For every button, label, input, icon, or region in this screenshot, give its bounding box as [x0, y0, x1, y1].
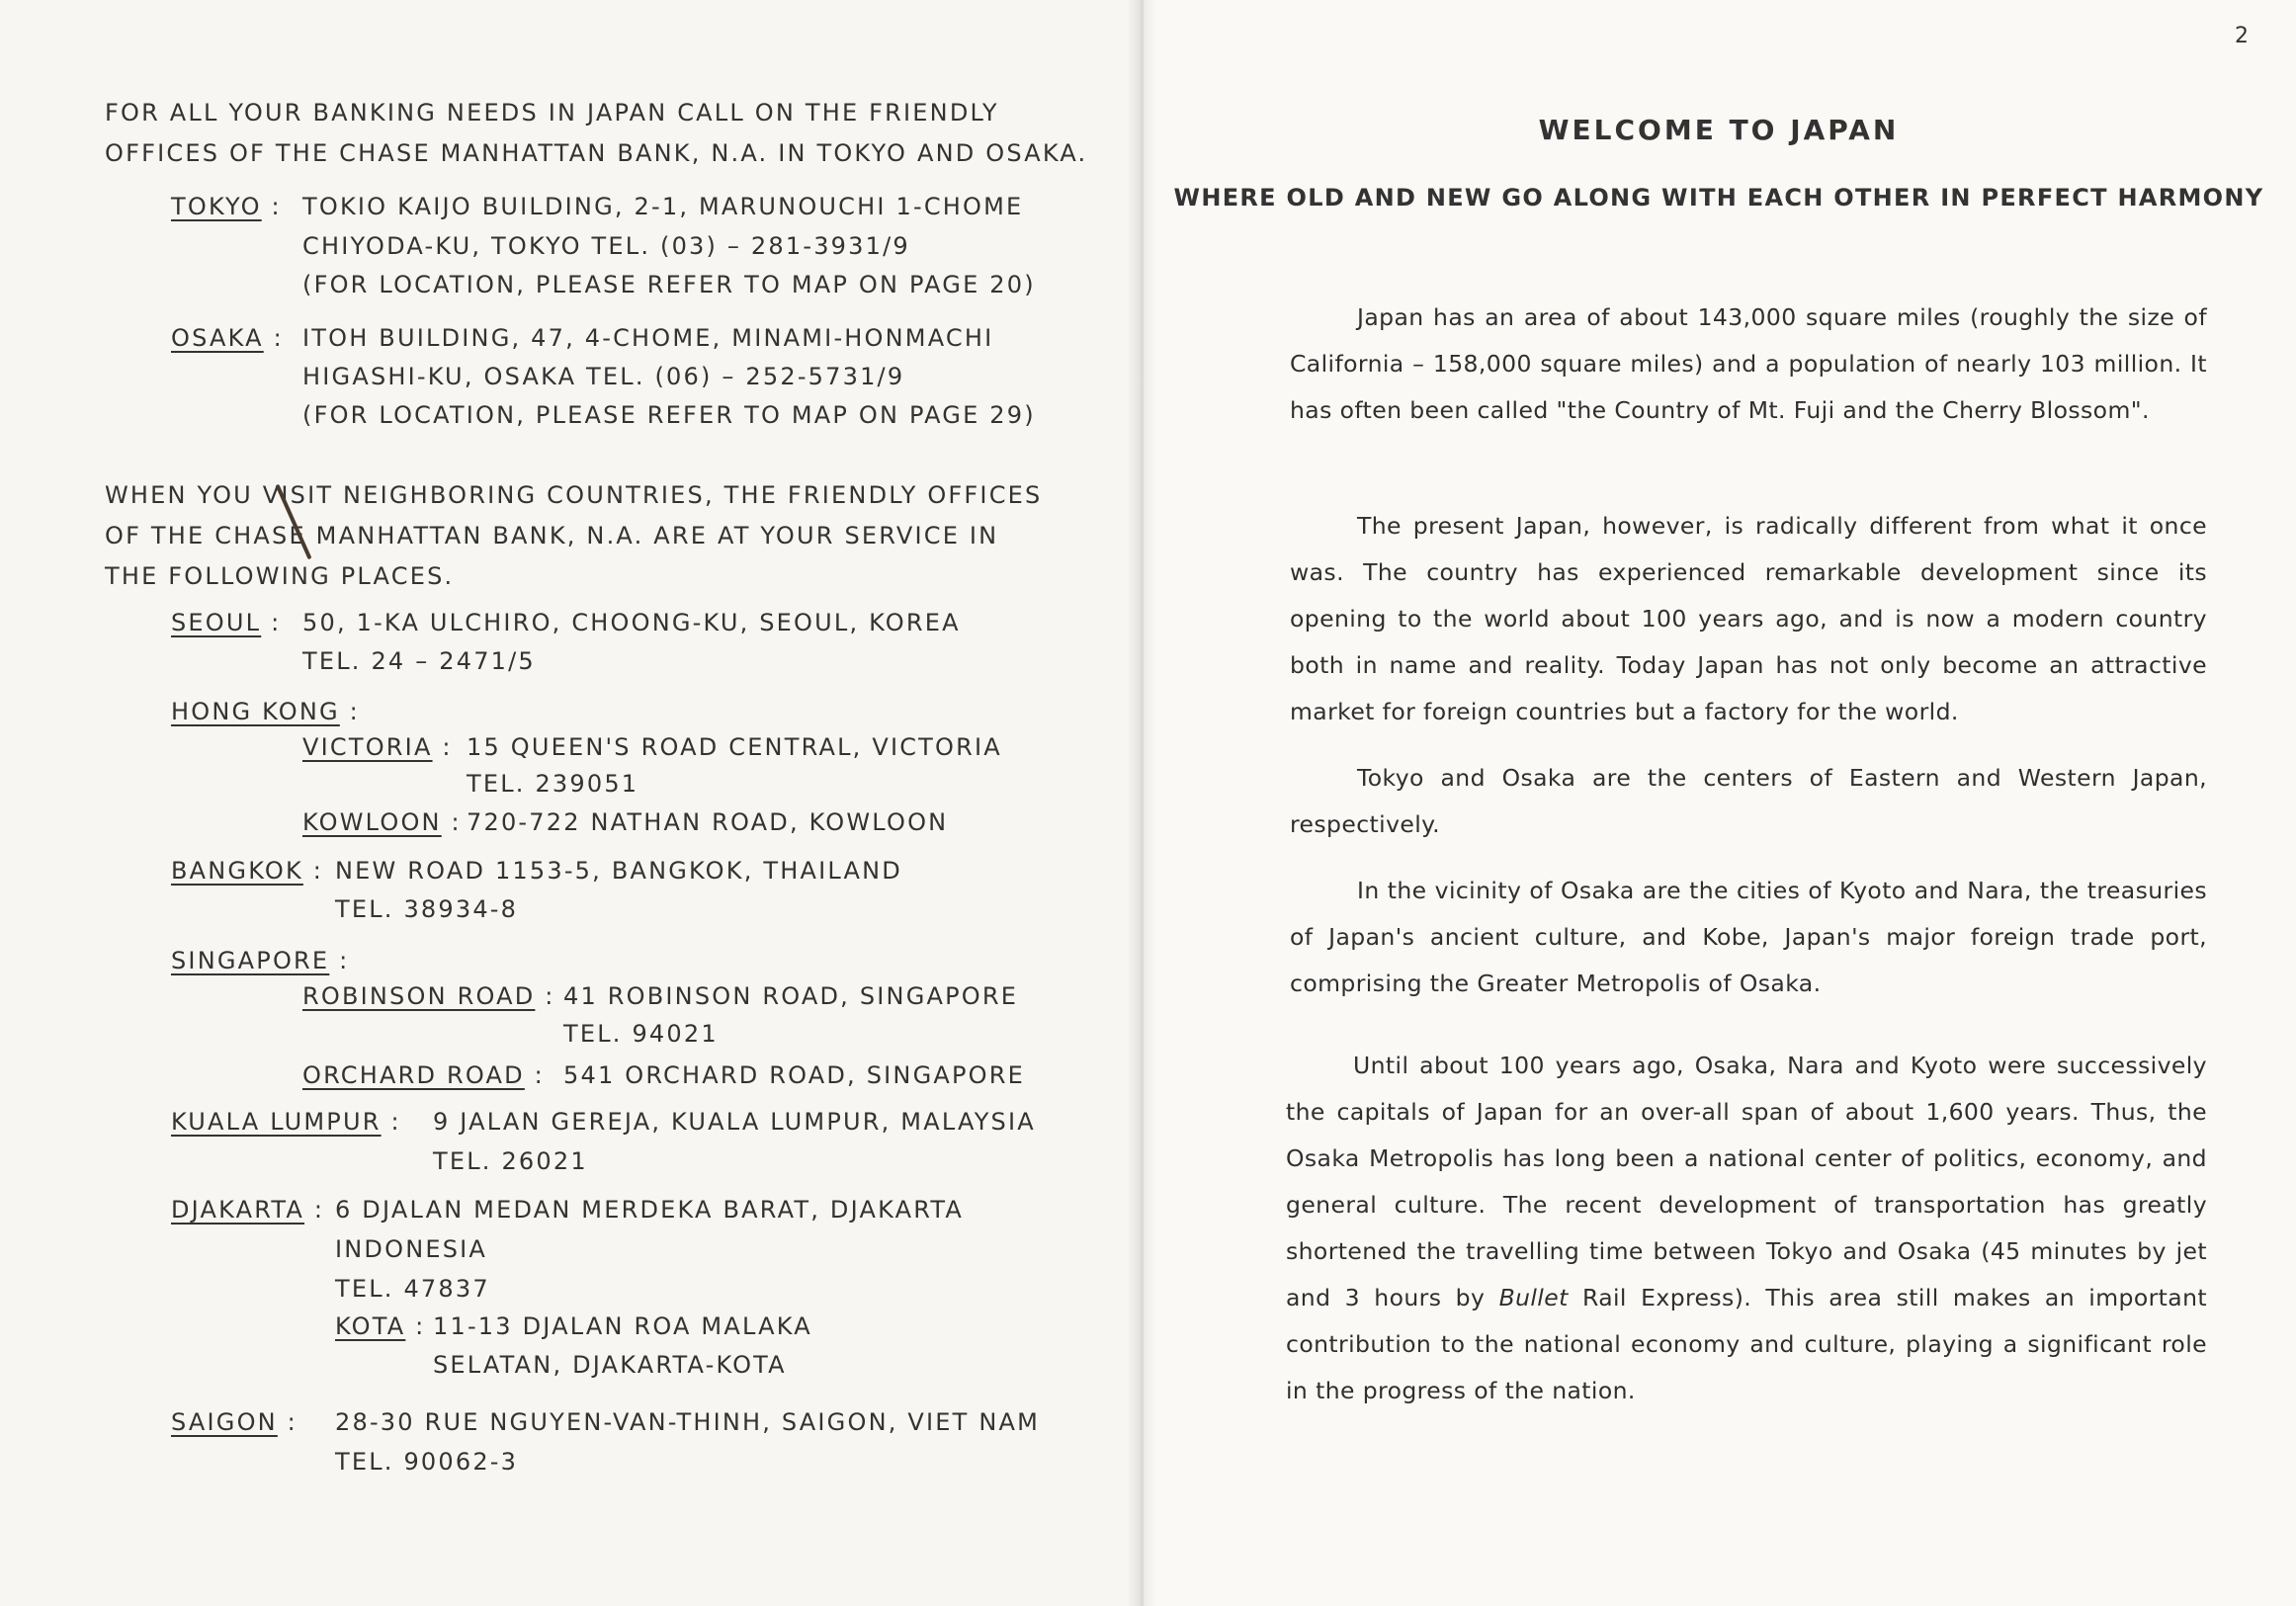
saigon-address: 28-30 RUE NGUYEN-VAN-THINH, SAIGON, VIET NAM [335, 1408, 1041, 1436]
bullet-italic: Bullet [1498, 1284, 1569, 1311]
kota-address-2: SELATAN, DJAKARTA-KOTA [433, 1351, 787, 1379]
seoul-label: SEOUL : [171, 609, 282, 636]
victoria-address: 15 QUEEN'S ROAD CENTRAL, VICTORIA [467, 733, 1002, 761]
left-page [0, 0, 1142, 1606]
djakarta-tel: TEL. 47837 [335, 1275, 490, 1303]
hongkong-label: HONG KONG : [171, 698, 360, 725]
kuala-label: KUALA LUMPUR : [171, 1108, 401, 1136]
kota-address-1: 11-13 DJALAN ROA MALAKA [433, 1312, 812, 1340]
saigon-tel: TEL. 90062-3 [335, 1448, 519, 1476]
kuala-address: 9 JALAN GEREJA, KUALA LUMPUR, MALAYSIA [433, 1108, 1036, 1136]
robinson-address: 41 ROBINSON ROAD, SINGAPORE [563, 982, 1019, 1010]
paragraph-3: Tokyo and Osaka are the centers of Eastern and Western Japan, respectively. [1290, 764, 2207, 838]
paragraph-4: In the vicinity of Osaka are the cities of Kyoto and Nara, the treasuries of Japan's ancient culture, and Kobe, Japan's major foreign trade port, comprising the Greater Metropolis of Osaka. [1290, 877, 2207, 997]
victoria-label: VICTORIA : [302, 733, 453, 761]
victoria-tel: TEL. 239051 [467, 770, 639, 798]
paragraph-2: The present Japan, however, is radically different from what it once was. The country has experienced remarkable development since its opening to the world about 100 years ago, and is now a modern country both in name and reality. Today Japan has not only become an attractive market for foreign countries but a factory for the world. [1290, 512, 2207, 725]
page-number: 2 [2235, 24, 2249, 48]
orchard-address: 541 ORCHARD ROAD, SINGAPORE [563, 1061, 1026, 1089]
tokyo-label: TOKYO : [171, 193, 282, 220]
osaka-address-2: HIGASHI-KU, OSAKA TEL. (06) – 252-5731/9 [302, 363, 905, 390]
robinson-tel: TEL. 94021 [563, 1020, 719, 1048]
orchard-label: ORCHARD ROAD : [302, 1061, 545, 1089]
bangkok-address: NEW ROAD 1153-5, BANGKOK, THAILAND [335, 857, 902, 885]
kota-label: KOTA : [335, 1312, 426, 1340]
tokyo-map-note: (FOR LOCATION, PLEASE REFER TO MAP ON PAGE 20) [302, 271, 1036, 298]
bangkok-tel: TEL. 38934-8 [335, 895, 519, 923]
page-subtitle: WHERE OLD AND NEW GO ALONG WITH EACH OTHER IN PERFECT HARMONY [1173, 184, 2264, 211]
djakarta-label: DJAKARTA : [171, 1196, 325, 1224]
neighbor-intro-1: WHEN YOU VISIT NEIGHBORING COUNTRIES, THE FRIENDLY OFFICES [105, 481, 1043, 509]
paragraph-5: Until about 100 years ago, Osaka, Nara and Kyoto were successively the capitals of Japan for an over-all span of about 1,600 years. Thus, the Osaka Metropolis has long been a national center of politics, economy, and general culture. The recent development of transportation has greatly shortened the travelling time between Tokyo and Osaka (45 minutes by jet and 3 hours by Bullet Rail Express). This area still makes an important contribution to the national economy and culture, playing a significant role in the progress of the nation. [1286, 1052, 2207, 1404]
djakarta-address: 6 DJALAN MEDAN MERDEKA BARAT, DJAKARTA [335, 1196, 964, 1224]
robinson-label: ROBINSON ROAD : [302, 982, 555, 1010]
neighbor-intro-2: OF THE CHASE MANHATTAN BANK, N.A. ARE AT YOUR SERVICE IN [105, 522, 999, 549]
paragraph-1: Japan has an area of about 143,000 square miles (roughly the size of California – 158,000 square miles) and a population of nearly 103 million. It has often been called "the Country of Mt. Fuji and the Cherry Blossom". [1290, 303, 2207, 424]
singapore-label: SINGAPORE : [171, 947, 350, 974]
djakarta-country: INDONESIA [335, 1235, 488, 1263]
osaka-address-1: ITOH BUILDING, 47, 4-CHOME, MINAMI-HONMACHI [302, 324, 994, 352]
osaka-label: OSAKA : [171, 324, 284, 352]
kuala-tel: TEL. 26021 [433, 1147, 588, 1175]
seoul-tel: TEL. 24 – 2471/5 [302, 647, 536, 675]
kowloon-label: KOWLOON : [302, 808, 462, 836]
kowloon-address: 720-722 NATHAN ROAD, KOWLOON [467, 808, 949, 836]
seoul-address: 50, 1-KA ULCHIRO, CHOONG-KU, SEOUL, KOREA [302, 609, 961, 636]
bangkok-label: BANGKOK : [171, 857, 324, 885]
tokyo-address-2: CHIYODA-KU, TOKYO TEL. (03) – 281-3931/9 [302, 232, 910, 260]
saigon-label: SAIGON : [171, 1408, 298, 1436]
right-page [1142, 0, 2296, 1606]
neighbor-intro-3: THE FOLLOWING PLACES. [105, 562, 455, 590]
osaka-map-note: (FOR LOCATION, PLEASE REFER TO MAP ON PAGE 29) [302, 401, 1036, 429]
intro-line-2: OFFICES OF THE CHASE MANHATTAN BANK, N.A. IN TOKYO AND OSAKA. [105, 139, 1088, 167]
tokyo-address-1: TOKIO KAIJO BUILDING, 2-1, MARUNOUCHI 1-CHOME [302, 193, 1024, 220]
page-title: WELCOME TO JAPAN [1538, 114, 1900, 146]
intro-line-1: FOR ALL YOUR BANKING NEEDS IN JAPAN CALL ON THE FRIENDLY [105, 99, 999, 127]
book-gutter [1127, 0, 1156, 1606]
